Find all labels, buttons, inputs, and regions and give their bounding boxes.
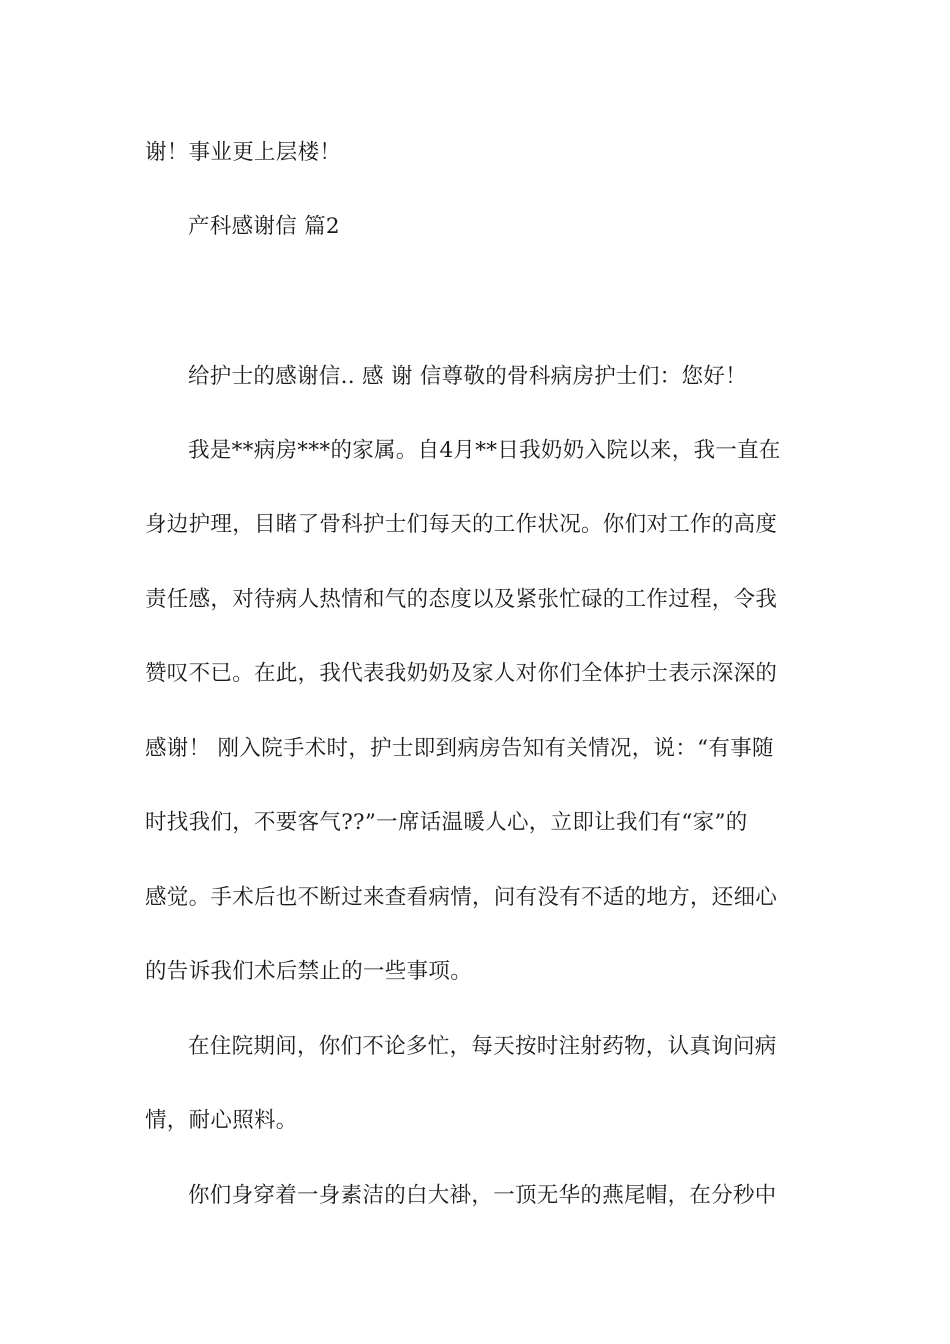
text-line: 你们身穿着一身素洁的白大褂，一顶无华的燕尾帽，在分秒中 — [188, 1183, 777, 1208]
text-line: 责任感，对待病人热情和气的态度以及紧张忙碌的工作过程，令我 — [145, 587, 778, 612]
text-line: 情，耐心照料。 — [145, 1108, 298, 1133]
text-line: 感谢！ 刚入院手术时，护士即到病房告知有关情况，说：“有事随 — [145, 736, 774, 761]
text-line: 赞叹不已。在此，我代表我奶奶及家人对你们全体护士表示深深的 — [145, 661, 778, 686]
text-line: 时找我们，不要客气??”一席话温暖人心，立即让我们有“家”的 — [145, 810, 748, 835]
section-heading: 产科感谢信 篇2 — [188, 214, 340, 239]
text-line: 感觉。手术后也不断过来查看病情，问有没有不适的地方，还细心 — [145, 885, 778, 910]
text-line: 给护士的感谢信.. 感 谢 信尊敬的骨科病房护士们：您好！ — [188, 364, 747, 389]
text-line: 在住院期间，你们不论多忙，每天按时注射药物，认真询问病 — [188, 1034, 777, 1059]
text-line: 谢！事业更上层楼！ — [145, 140, 342, 165]
text-line: 我是**病房***的家属。自4月**日我奶奶入院以来，我一直在 — [188, 438, 781, 463]
text-line: 身边护理，目睹了骨科护士们每天的工作状况。你们对工作的高度 — [145, 512, 778, 537]
text-line: 的告诉我们术后禁止的一些事项。 — [145, 959, 473, 984]
